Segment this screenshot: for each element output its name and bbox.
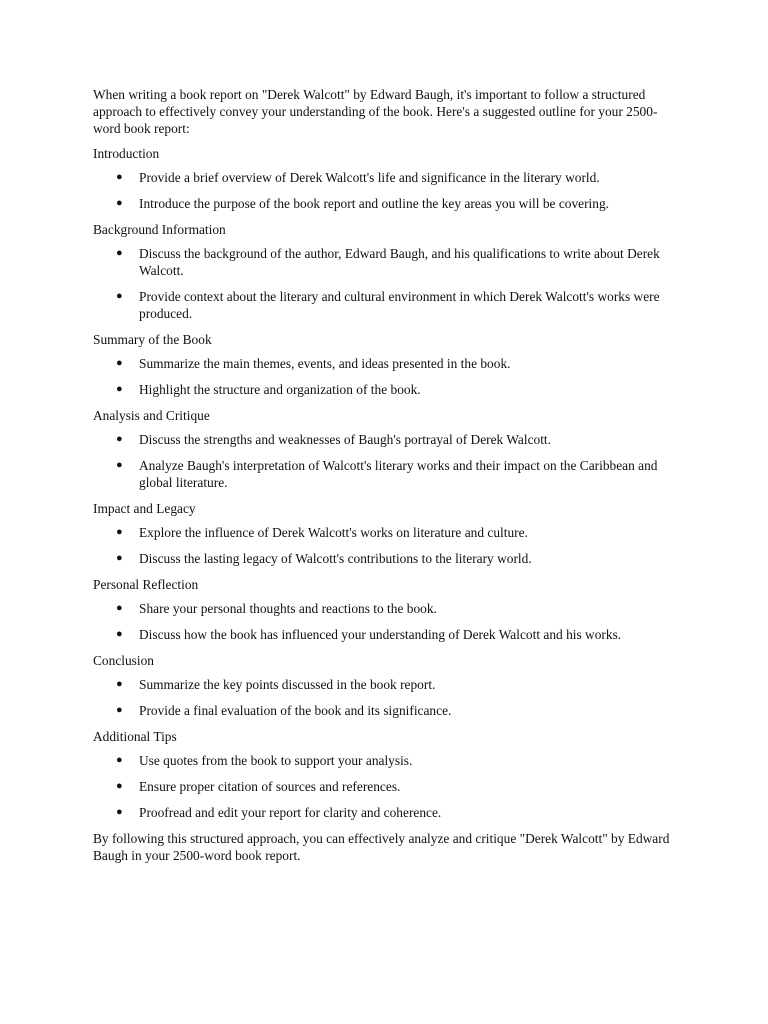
bullet-list: [93, 169, 675, 212]
list-item: [93, 550, 675, 567]
bullet-icon: ●: [116, 383, 123, 395]
list-item-text: Introduce the purpose of the book report and outline the key areas you will be covering.: [139, 196, 610, 211]
section-heading: Personal Reflection: [93, 577, 199, 592]
bullet-icon: ●: [116, 754, 123, 766]
list-item: [93, 195, 675, 212]
list-item: [93, 524, 675, 541]
bullet-icon: ●: [116, 433, 123, 445]
list-item: [93, 752, 675, 769]
list-item-text: Provide a final evaluation of the book and its significance.: [139, 703, 452, 718]
intro-paragraph: When writing a book report on "Derek Walcott" by Edward Baugh, it's important to follow a structured approach to effectively convey your understanding of the book. Here's a suggested outline for your 2500-word book report:: [93, 87, 658, 136]
list-item: [93, 169, 675, 186]
bullet-icon: ●: [116, 459, 123, 471]
list-item: [93, 431, 675, 448]
bullet-icon: ●: [116, 357, 123, 369]
list-item: [93, 702, 675, 719]
bullet-list: [93, 524, 675, 567]
bullet-icon: ●: [116, 526, 123, 538]
list-item: [93, 778, 675, 795]
outline-sections: [93, 145, 675, 821]
list-item-text: Explore the influence of Derek Walcott's works on literature and culture.: [139, 525, 528, 540]
bullet-icon: ●: [116, 171, 123, 183]
list-item-text: Discuss the lasting legacy of Walcott's contributions to the literary world.: [139, 551, 532, 566]
list-item-text: Provide context about the literary and cultural environment in which Derek Walcott's works were produced.: [139, 289, 660, 321]
bullet-icon: ●: [116, 552, 123, 564]
list-item-text: Provide a brief overview of Derek Walcott's life and significance in the literary world.: [139, 170, 600, 185]
section-heading: Analysis and Critique: [93, 408, 210, 423]
bullet-icon: ●: [116, 602, 123, 614]
list-item: [93, 288, 675, 322]
list-item-text: Discuss the strengths and weaknesses of Baugh's portrayal of Derek Walcott.: [139, 432, 552, 447]
bullet-icon: ●: [116, 628, 123, 640]
bullet-icon: ●: [116, 197, 123, 209]
list-item: [93, 245, 675, 279]
bullet-icon: ●: [116, 290, 123, 302]
bullet-icon: ●: [116, 806, 123, 818]
list-item-text: Highlight the structure and organization of the book.: [139, 382, 421, 397]
list-item: [93, 355, 675, 372]
section-heading: Additional Tips: [93, 729, 177, 744]
bullet-icon: ●: [116, 247, 123, 259]
document-page: [93, 86, 675, 872]
section-heading: Summary of the Book: [93, 332, 212, 347]
bullet-list: [93, 431, 675, 491]
list-item-text: Proofread and edit your report for clarity and coherence.: [139, 805, 442, 820]
list-item: [93, 804, 675, 821]
bullet-icon: ●: [116, 704, 123, 716]
list-item-text: Discuss the background of the author, Edward Baugh, and his qualifications to write about Derek Walcott.: [139, 246, 660, 278]
section-heading: Impact and Legacy: [93, 501, 196, 516]
bullet-icon: ●: [116, 780, 123, 792]
list-item-text: Summarize the key points discussed in the book report.: [139, 677, 436, 692]
list-item-text: Share your personal thoughts and reactions to the book.: [139, 601, 437, 616]
section-heading: Conclusion: [93, 653, 155, 668]
list-item: [93, 676, 675, 693]
bullet-list: [93, 600, 675, 643]
bullet-list: [93, 752, 675, 821]
bullet-icon: ●: [116, 678, 123, 690]
section-heading: Background Information: [93, 222, 226, 237]
bullet-list: [93, 676, 675, 719]
list-item: [93, 626, 675, 643]
list-item: [93, 381, 675, 398]
section-heading: Introduction: [93, 146, 160, 161]
list-item: [93, 457, 675, 491]
list-item-text: Ensure proper citation of sources and references.: [139, 779, 401, 794]
list-item: [93, 600, 675, 617]
list-item-text: Discuss how the book has influenced your understanding of Derek Walcott and his works.: [139, 627, 622, 642]
bullet-list: [93, 245, 675, 322]
bullet-list: [93, 355, 675, 398]
closing-paragraph: By following this structured approach, you can effectively analyze and critique "Derek Walcott" by Edward Baugh in your 2500-word book report.: [93, 831, 670, 863]
list-item-text: Use quotes from the book to support your analysis.: [139, 753, 413, 768]
list-item-text: Summarize the main themes, events, and ideas presented in the book.: [139, 356, 511, 371]
list-item-text: Analyze Baugh's interpretation of Walcott's literary works and their impact on the Caribbean and global literature.: [139, 458, 658, 490]
